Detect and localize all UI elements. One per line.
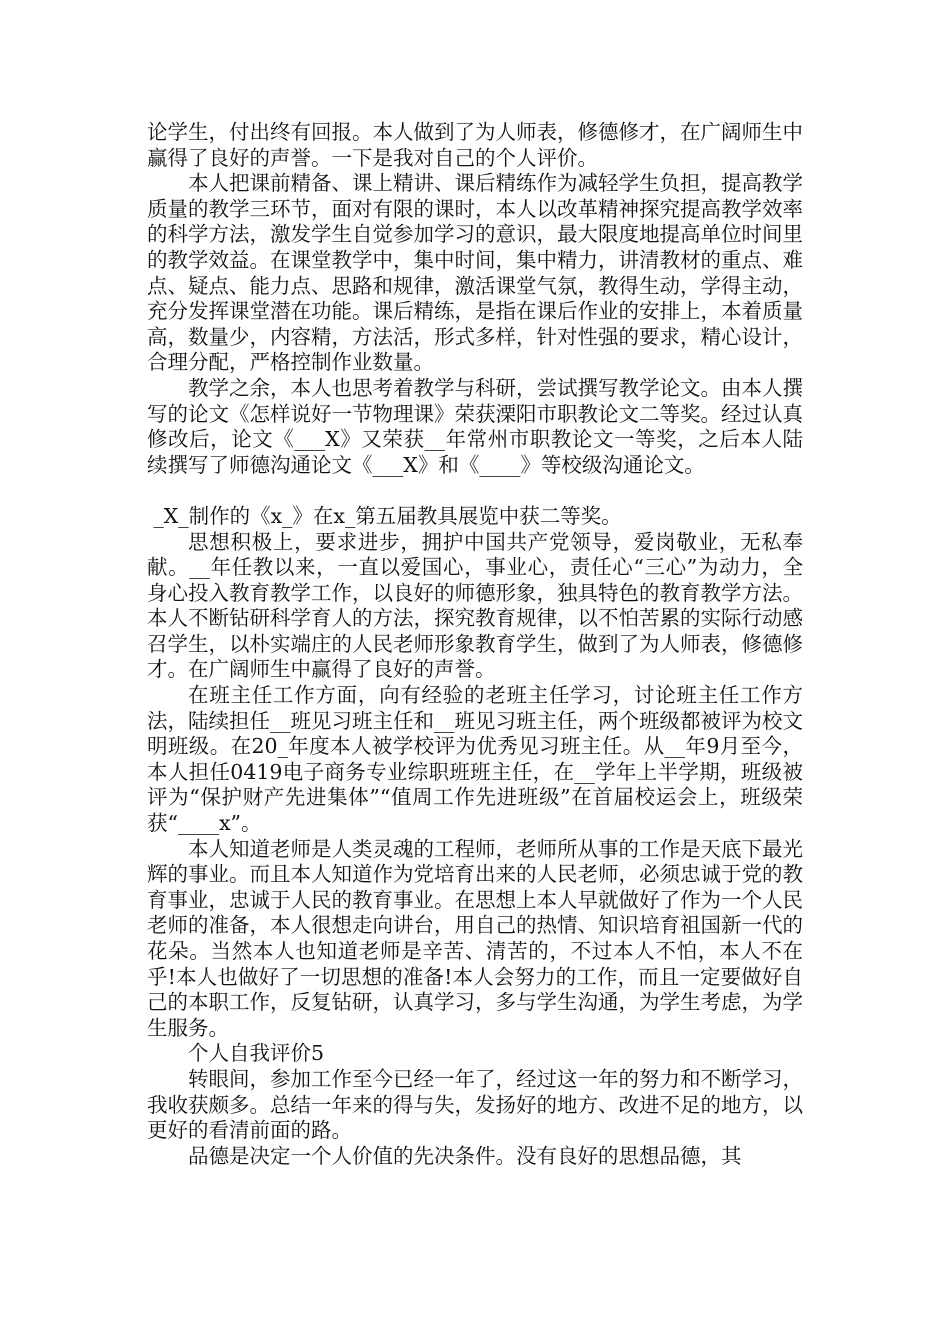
paragraph-3: 教学之余，本人也思考着教学与科研，尝试撰写教学论文。由本人撰写的论文《怎样说好一节物理课》荣获溧阳市职教论文二等奖。经过认真修改后，论文《___X》又荣获__年常州市职教论文一等奖，之后本人陆续撰写了师德沟通论文《___X》和《____》等校级沟通论文。 (147, 375, 803, 477)
paragraph-9: 品德是决定一个人价值的先决条件。没有良好的思想品德，其 (188, 1143, 742, 1168)
paragraph-gap (147, 478, 803, 504)
paragraph-8: 转眼间，参加工作至今已经一年了，经过这一年的努力和不断学习，我收获颇多。总结一年来的得与失，发扬好的地方、改进不足的地方，以更好的看清前面的路。 (147, 1066, 803, 1143)
paragraph-4: _X_制作的《x_》在x_第五届教具展览中获二等奖。 (147, 503, 622, 528)
paragraph-6: 在班主任工作方面，向有经验的老班主任学习，讨论班主任工作方法，陆续担任__班见习班主任和__班见习班主任，两个班级都被评为校文明班级。在20_年度本人被学校评为优秀见习班主任。从__年9月至今，本人担任0419电子商务专业综职班班主任，在__学年上半学期，班级被评为“保护财产先进集体”“值周工作先进班级”在首届校运会上，班级荣获“____x”。 (147, 683, 803, 836)
paragraph-1: 论学生，付出终有回报。本人做到了为人师表，修德修才，在广阔师生中赢得了良好的声誉。一下是我对自己的个人评价。 (147, 120, 803, 170)
paragraph-7: 本人知道老师是人类灵魂的工程师，老师所从事的工作是天底下最光辉的事业。而且本人知道作为党培育出来的人民老师，必须忠诚于党的教育事业，忠诚于人民的教育事业。在思想上本人早就做好了作为一个人民老师的准备，本人很想走向讲台，用自己的热情、知识培育祖国新一代的花朵。当然本人也知道老师是辛苦、清苦的，不过本人不怕，本人不在乎!本人也做好了一切思想的准备!本人会努力的工作，而且一定要做好自己的本职工作，反复钻研，认真学习，多与学生沟通，为学生考虑，为学生服务。 (147, 836, 803, 1040)
paragraph-2: 本人把课前精备、课上精讲、课后精练作为减轻学生负担，提高教学质量的教学三环节，面对有限的课时，本人以改革精神探究提高教学效率的科学方法，激发学生自觉参加学习的意识，最大限度地提高单位时间里的教学效益。在课堂教学中，集中时间，集中精力，讲清教材的重点、难点、疑点、能力点、思路和规律，激活课堂气氛，教得生动，学得主动，充分发挥课堂潜在功能。课后精练，是指在课后作业的安排上，本着质量高，数量少，内容精，方法活，形式多样，针对性强的要求，精心设计，合理分配，严格控制作业数量。 (147, 171, 803, 375)
paragraph-5: 思想积极上，要求进步，拥护中国共产党领导，爱岗敬业，无私奉献。__年任教以来，一直以爱国心，事业心，责任心“三心”为动力，全身心投入教育教学工作，以良好的师德形象，独具特色的教育教学方法。本人不断钻研科学育人的方法，探究教育规律，以不怕苦累的实际行动感召学生，以朴实端庄的人民老师形象教育学生，做到了为人师表，修德修才。在广阔师生中赢得了良好的声誉。 (147, 529, 803, 682)
document-body (147, 120, 803, 1169)
section-heading: 个人自我评价5 (188, 1041, 325, 1066)
